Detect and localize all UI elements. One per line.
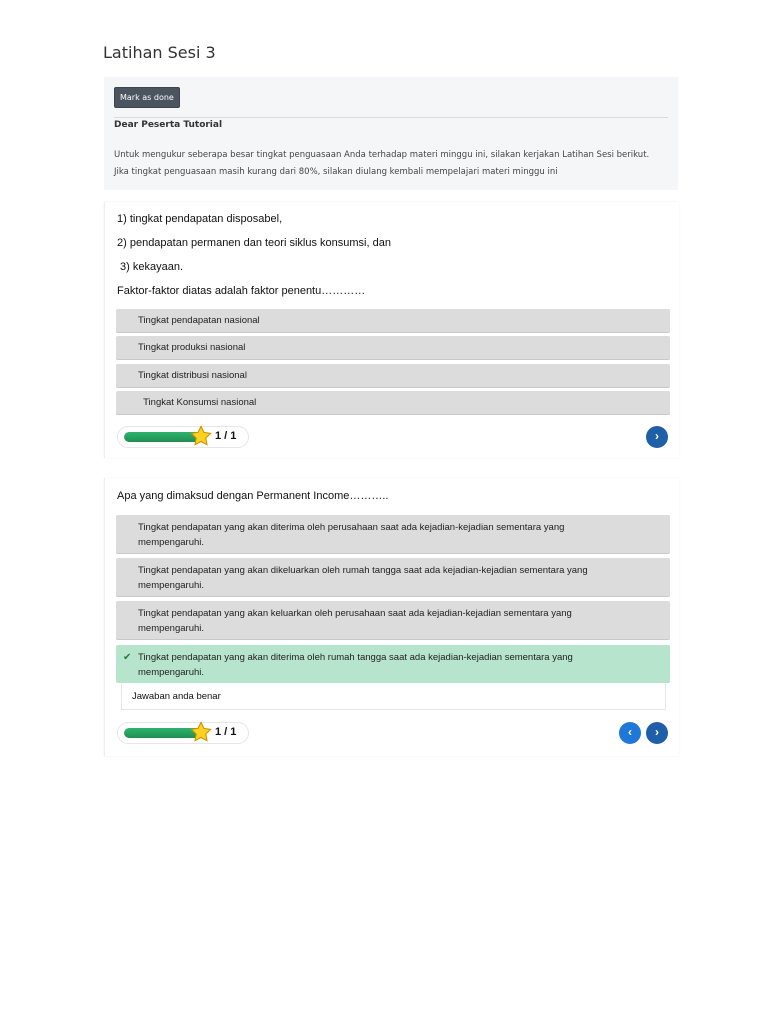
star-icon	[190, 721, 212, 743]
intro-box	[104, 77, 678, 190]
answer-option[interactable]: Tingkat pendapatan yang akan diterima oleh perusahaan saat ada kejadian-kejadian sementara yang mempengaruhi.	[116, 515, 670, 553]
score-text: 1 / 1	[215, 430, 237, 442]
question-text: Apa yang dimaksud dengan Permanent Income………..	[117, 490, 389, 502]
answer-option-correct[interactable]	[116, 645, 670, 683]
question-line: 2) pendapatan permanen dan teori siklus konsumsi, dan	[117, 237, 391, 249]
divider	[114, 117, 668, 118]
check-icon: ✔	[123, 652, 132, 663]
answer-option[interactable]: Tingkat produksi nasional	[116, 336, 670, 359]
previous-button[interactable]	[619, 722, 641, 744]
next-button[interactable]	[646, 722, 668, 744]
question-line: 3) kekayaan.	[117, 261, 184, 273]
progress-indicator	[117, 426, 249, 448]
chevron-left-icon: ‹	[628, 725, 632, 739]
question-line: 1) tingkat pendapatan disposabel,	[117, 213, 283, 225]
chevron-right-icon: ›	[655, 725, 659, 739]
answer-option-text: Tingkat pendapatan yang akan diterima oleh rumah tangga saat ada kejadian-kejadian sementara yang mempengaruhi.	[138, 652, 573, 678]
next-button[interactable]	[646, 426, 668, 448]
intro-heading: Dear Peserta Tutorial	[114, 120, 223, 130]
feedback-message: Jawaban anda benar	[121, 684, 666, 710]
page-title: Latihan Sesi 3	[103, 43, 216, 62]
quiz-card-2	[104, 478, 679, 756]
score-text: 1 / 1	[215, 726, 237, 738]
intro-text: Untuk mengukur seberapa besar tingkat penguasaan Anda terhadap materi minggu ini, silakan kerjakan Latihan Sesi berikut. Jika tingkat penguasaan masih kurang dari 80%, silakan diulang kembali mempelajari materi minggu ini	[114, 150, 650, 177]
star-icon	[190, 425, 212, 447]
quiz-card-1	[104, 202, 679, 458]
answer-option[interactable]: Tingkat pendapatan yang akan keluarkan oleh perusahaan saat ada kejadian-kejadian sementara yang mempengaruhi.	[116, 601, 670, 639]
mark-as-done-button[interactable]: Mark as done	[114, 87, 180, 108]
progress-indicator	[117, 722, 249, 744]
answer-option[interactable]: Tingkat distribusi nasional	[116, 364, 670, 387]
answer-option[interactable]: Tingkat Konsumsi nasional	[116, 391, 670, 414]
chevron-right-icon: ›	[655, 429, 659, 443]
answer-option[interactable]: Tingkat pendapatan nasional	[116, 309, 670, 332]
question-line: Faktor-faktor diatas adalah faktor penentu…………	[117, 285, 366, 297]
answer-option[interactable]: Tingkat pendapatan yang akan dikeluarkan oleh rumah tangga saat ada kejadian-kejadian sementara yang mempengaruhi.	[116, 558, 670, 596]
